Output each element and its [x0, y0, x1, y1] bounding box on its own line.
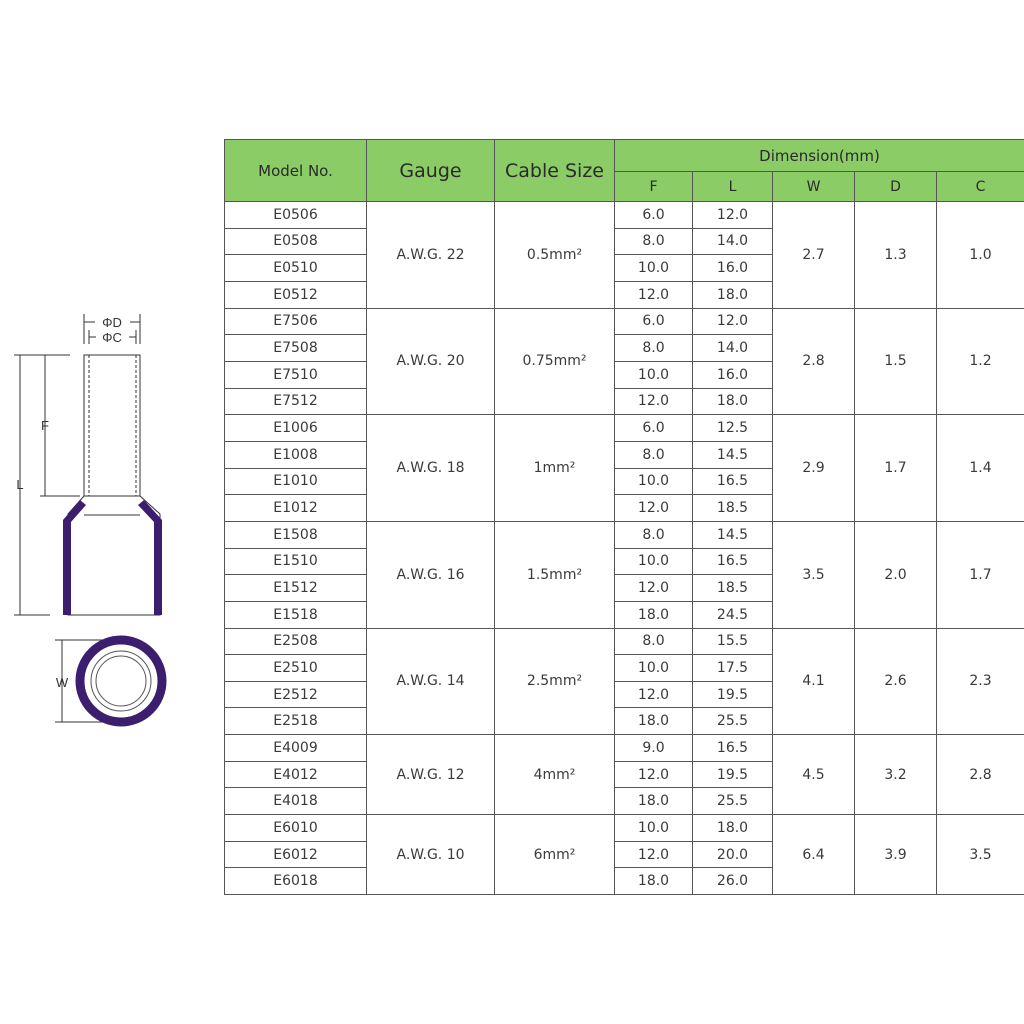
ferrule-side-view [63, 355, 162, 615]
l-cell: 14.0 [693, 228, 773, 255]
f-cell: 10.0 [615, 548, 693, 575]
c-cell: 3.5 [937, 815, 1024, 895]
model-cell: E0510 [225, 255, 367, 282]
f-cell: 6.0 [615, 202, 693, 229]
c-cell: 1.0 [937, 202, 1024, 309]
l-cell: 25.5 [693, 708, 773, 735]
l-cell: 17.5 [693, 655, 773, 682]
l-cell: 18.5 [693, 495, 773, 522]
w-cell: 2.7 [773, 202, 855, 309]
w-cell: 2.9 [773, 415, 855, 522]
header-model: Model No. [225, 140, 367, 202]
table-row [225, 308, 1024, 335]
model-cell: E2518 [225, 708, 367, 735]
model-cell: E0506 [225, 202, 367, 229]
d-cell: 3.9 [855, 815, 937, 895]
l-cell: 19.5 [693, 681, 773, 708]
w-cell: 2.8 [773, 308, 855, 415]
phi-d-label: ΦD [102, 315, 122, 330]
f-cell: 8.0 [615, 441, 693, 468]
model-cell: E7506 [225, 308, 367, 335]
f-cell: 18.0 [615, 601, 693, 628]
ferrule-diagram [0, 300, 200, 750]
l-cell: 12.0 [693, 308, 773, 335]
f-cell: 8.0 [615, 335, 693, 362]
cable-size-cell: 0.5mm² [495, 202, 615, 309]
l-cell: 18.0 [693, 281, 773, 308]
model-cell: E0512 [225, 281, 367, 308]
f-cell: 10.0 [615, 255, 693, 282]
model-cell: E6018 [225, 868, 367, 895]
model-cell: E1512 [225, 575, 367, 602]
d-cell: 1.5 [855, 308, 937, 415]
f-label: F [41, 418, 49, 433]
header-d: D [855, 172, 937, 202]
model-cell: E1518 [225, 601, 367, 628]
l-cell: 25.5 [693, 788, 773, 815]
model-cell: E4018 [225, 788, 367, 815]
l-cell: 15.5 [693, 628, 773, 655]
l-cell: 19.5 [693, 761, 773, 788]
f-cell: 9.0 [615, 735, 693, 762]
model-cell: E1008 [225, 441, 367, 468]
gauge-cell: A.W.G. 12 [367, 735, 495, 815]
d-cell: 2.0 [855, 521, 937, 628]
table-row [225, 202, 1024, 229]
model-cell: E2510 [225, 655, 367, 682]
phi-c-label: ΦC [102, 330, 122, 345]
f-cell: 10.0 [615, 361, 693, 388]
l-cell: 18.0 [693, 388, 773, 415]
f-cell: 12.0 [615, 575, 693, 602]
model-cell: E1510 [225, 548, 367, 575]
c-cell: 2.8 [937, 735, 1024, 815]
w-label: W [55, 675, 69, 690]
f-cell: 18.0 [615, 788, 693, 815]
model-cell: E2508 [225, 628, 367, 655]
model-cell: E1012 [225, 495, 367, 522]
d-cell: 3.2 [855, 735, 937, 815]
header-cable-size: Cable Size [495, 140, 615, 202]
f-cell: 12.0 [615, 681, 693, 708]
model-cell: E0508 [225, 228, 367, 255]
f-cell: 12.0 [615, 761, 693, 788]
f-cell: 18.0 [615, 708, 693, 735]
gauge-cell: A.W.G. 20 [367, 308, 495, 415]
l-cell: 14.5 [693, 441, 773, 468]
w-cell: 3.5 [773, 521, 855, 628]
w-cell: 6.4 [773, 815, 855, 895]
model-cell: E1010 [225, 468, 367, 495]
d-cell: 2.6 [855, 628, 937, 735]
ferrule-spec-table [224, 139, 1024, 895]
l-cell: 18.0 [693, 815, 773, 842]
c-cell: 1.4 [937, 415, 1024, 522]
table-row [225, 521, 1024, 548]
l-cell: 16.0 [693, 255, 773, 282]
d-cell: 1.7 [855, 415, 937, 522]
cable-size-cell: 0.75mm² [495, 308, 615, 415]
w-cell: 4.1 [773, 628, 855, 735]
c-cell: 1.2 [937, 308, 1024, 415]
f-cell: 8.0 [615, 228, 693, 255]
c-cell: 1.7 [937, 521, 1024, 628]
cable-size-cell: 2.5mm² [495, 628, 615, 735]
f-cell: 12.0 [615, 841, 693, 868]
l-cell: 16.5 [693, 468, 773, 495]
f-cell: 10.0 [615, 655, 693, 682]
l-cell: 18.5 [693, 575, 773, 602]
cable-size-cell: 6mm² [495, 815, 615, 895]
header-w: W [773, 172, 855, 202]
model-cell: E4009 [225, 735, 367, 762]
header-dimension: Dimension(mm) [615, 140, 1024, 172]
model-cell: E1508 [225, 521, 367, 548]
table-row [225, 735, 1024, 762]
cable-size-cell: 1.5mm² [495, 521, 615, 628]
model-cell: E7508 [225, 335, 367, 362]
f-cell: 12.0 [615, 388, 693, 415]
l-cell: 20.0 [693, 841, 773, 868]
model-cell: E6010 [225, 815, 367, 842]
model-cell: E4012 [225, 761, 367, 788]
header-c: C [937, 172, 1024, 202]
f-cell: 6.0 [615, 415, 693, 442]
l-cell: 12.0 [693, 202, 773, 229]
model-cell: E6012 [225, 841, 367, 868]
model-cell: E2512 [225, 681, 367, 708]
gauge-cell: A.W.G. 16 [367, 521, 495, 628]
model-cell: E7510 [225, 361, 367, 388]
table-row [225, 415, 1024, 442]
table-body [225, 202, 1024, 895]
c-cell: 2.3 [937, 628, 1024, 735]
l-cell: 24.5 [693, 601, 773, 628]
f-cell: 8.0 [615, 628, 693, 655]
f-cell: 12.0 [615, 495, 693, 522]
gauge-cell: A.W.G. 22 [367, 202, 495, 309]
table-row [225, 815, 1024, 842]
l-cell: 26.0 [693, 868, 773, 895]
l-cell: 12.5 [693, 415, 773, 442]
ferrule-end-view [80, 640, 162, 722]
header-l: L [693, 172, 773, 202]
f-cell: 8.0 [615, 521, 693, 548]
header-gauge: Gauge [367, 140, 495, 202]
l-label: L [16, 477, 24, 492]
l-cell: 14.0 [693, 335, 773, 362]
f-cell: 10.0 [615, 815, 693, 842]
gauge-cell: A.W.G. 18 [367, 415, 495, 522]
l-cell: 16.0 [693, 361, 773, 388]
header-f: F [615, 172, 693, 202]
cable-size-cell: 1mm² [495, 415, 615, 522]
f-cell: 6.0 [615, 308, 693, 335]
model-cell: E1006 [225, 415, 367, 442]
f-cell: 12.0 [615, 281, 693, 308]
f-cell: 18.0 [615, 868, 693, 895]
gauge-cell: A.W.G. 14 [367, 628, 495, 735]
l-cell: 16.5 [693, 548, 773, 575]
d-cell: 1.3 [855, 202, 937, 309]
w-cell: 4.5 [773, 735, 855, 815]
f-cell: 10.0 [615, 468, 693, 495]
model-cell: E7512 [225, 388, 367, 415]
gauge-cell: A.W.G. 10 [367, 815, 495, 895]
l-cell: 16.5 [693, 735, 773, 762]
table-row [225, 628, 1024, 655]
l-cell: 14.5 [693, 521, 773, 548]
cable-size-cell: 4mm² [495, 735, 615, 815]
